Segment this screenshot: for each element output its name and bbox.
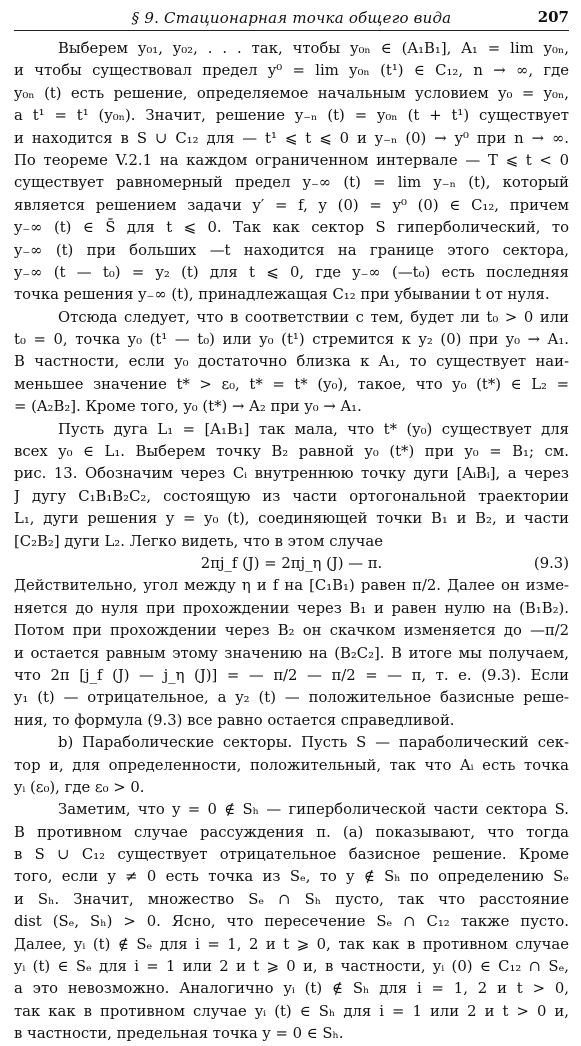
body-text	[14, 38, 569, 1046]
text-line: является решением задачи y′ = f, y (0) = y⁰ (0) ∈ C₁₂, причем	[14, 196, 569, 214]
text-line: Далее, yᵢ (t) ∉ Sₑ для i = 1, 2 и t ⩾ 0, так как в противном случае	[14, 935, 569, 953]
text-line: Потом при прохождении через B₂ он скачком изменяется до —π/2	[14, 622, 569, 640]
text-line: а это невозможно. Аналогично yᵢ (t) ∉ Sₕ для i = 1, 2 и t > 0,	[14, 980, 569, 998]
text-line: Заметим, что y = 0 ∉ Sₕ — гиперболической части сектора S.	[58, 801, 569, 819]
text-line: yᵢ (t) ∈ Sₑ для i = 1 или 2 и t ⩾ 0 и, в частности, yᵢ (0) ∈ C₁₂ ∩ Sₑ,	[14, 958, 569, 976]
text-line: Отсюда следует, что в соответствии с тем, будет ли t₀ > 0 или	[58, 308, 569, 326]
text-line: точка решения y₋∞ (t), принадлежащая C₁₂ при убывании t от нуля.	[14, 286, 550, 304]
text-line: в S ∪ C₁₂ существует отрицательное базисное решение. Кроме	[14, 846, 569, 864]
text-line: тор и, для определенности, положительный, так что Aᵢ есть точка	[14, 756, 569, 774]
equation-line	[14, 553, 569, 575]
running-header	[14, 8, 569, 31]
text-line: y₁ (t) — отрицательное, а y₂ (t) — положительное базисные реше-	[14, 689, 569, 707]
text-line: y₋∞ (t) при больших —t находится на границе этого сектора,	[14, 241, 569, 259]
text-line: так как в противном случае yᵢ (t) ∈ Sₕ для i = 1 или 2 и t > 0 и,	[14, 1002, 569, 1020]
text-line: y₋∞ (t) ∈ S̄ для t ⩽ 0. Так как сектор S гиперболический, то	[14, 219, 569, 237]
text-line: L₁, дуги решения y = y₀ (t), соединяющей точки B₁ и B₂, и части	[14, 510, 569, 528]
text-line: няется до нуля при прохождении через B₁ и равен нулю на (B₁B₂).	[14, 599, 569, 617]
text-line: yᵢ (ε₀), где ε₀ > 0.	[14, 778, 145, 796]
text-line: Действительно, угол между η и f на [C₁B₁) равен π/2. Далее он изме-	[14, 577, 569, 595]
equation-number: (9.3)	[533, 554, 569, 572]
text-line: и находится в S ∪ C₁₂ для — t¹ ⩽ t ⩽ 0 и y₋ₙ (0) → y⁰ при n → ∞.	[14, 129, 569, 147]
text-line: того, если y ≠ 0 есть точка из Sₑ, то y ∉ Sₕ по определению Sₑ	[14, 868, 569, 886]
text-line: и Sₕ. Значит, множество Sₑ ∩ Sₕ пусто, так что расстояние	[14, 890, 569, 908]
page-number: 207	[537, 8, 569, 26]
text-line: t₀ = 0, точка y₀ (t¹ — t₀) или y₀ (t¹) стремится к y₂ (0) при y₀ → A₁.	[14, 331, 569, 349]
text-line: что 2π [j_f (J) — j_η (J)] = — π/2 — π/2 = — π, т. е. (9.3). Если	[14, 666, 569, 684]
text-line: и остается равным этому значению на (B₂C₂]. В итоге мы получаем,	[14, 644, 569, 662]
text-line: всех y₀ ∈ L₁. Выберем точку B₂ равной y₀ (t*) при y₀ = B₁; см.	[14, 443, 569, 461]
text-line: рис. 13. Обозначим через Cᵢ внутреннюю точку дуги [AᵢBᵢ], а через	[14, 465, 569, 483]
text-line: ния, то формула (9.3) все равно остается справедливой.	[14, 711, 455, 729]
text-line: По теореме V.2.1 на каждом ограниченном интервале — T ⩽ t < 0	[14, 151, 569, 169]
text-line: В противном случае рассуждения п. (a) показывают, что тогда	[14, 823, 569, 841]
text-line: Пусть дуга L₁ = [A₁B₁] так мала, что t* (y₀) существует для	[58, 420, 569, 438]
text-line: = (A₂B₂]. Кроме того, y₀ (t*) → A₂ при y₀ → A₁.	[14, 398, 362, 416]
text-line: и чтобы существовал предел y⁰ = lim y₀ₙ (t¹) ∈ C₁₂, n → ∞, где	[14, 62, 569, 80]
text-line: y₀ₙ (t) есть решение, определяемое начальным условием y₀ = y₀ₙ,	[14, 84, 569, 102]
text-line: меньшее значение t* > ε₀, t* = t* (y₀), такое, что y₀ (t*) ∈ L₂ =	[14, 375, 569, 393]
text-line: b) Параболические секторы. Пусть S — параболический сек-	[58, 734, 569, 752]
text-line: В частности, если y₀ достаточно близка к A₁, то существует наи-	[14, 353, 569, 371]
equation: 2πj_f (J) = 2πj_η (J) — π.	[200, 554, 383, 572]
section-title: § 9. Стационарная точка общего вида	[131, 9, 452, 27]
text-line: Выберем y₀₁, y₀₂, . . . так, чтобы y₀ₙ ∈ (A₁B₁], A₁ = lim y₀ₙ,	[58, 40, 569, 57]
text-line: а t¹ = t¹ (y₀ₙ). Значит, решение y₋ₙ (t) = y₀ₙ (t + t¹) существует	[14, 107, 569, 125]
text-line: dist (Sₑ, Sₕ) > 0. Ясно, что пересечение Sₑ ∩ C₁₂ также пусто.	[14, 913, 569, 931]
text-line: в частности, предельная точка y = 0 ∈ Sₕ.	[14, 1025, 344, 1043]
text-line: y₋∞ (t — t₀) = y₂ (t) для t ⩽ 0, где y₋∞ (—t₀) есть последняя	[14, 263, 569, 281]
text-line: [C₂B₂] дуги L₂. Легко видеть, что в этом случае	[14, 532, 383, 550]
text-line: существует равномерный предел y₋∞ (t) = lim y₋ₙ (t), который	[14, 174, 569, 192]
text-line: J дугу C₁B₁B₂C₂, состоящую из части ортогональной траектории	[14, 487, 569, 505]
